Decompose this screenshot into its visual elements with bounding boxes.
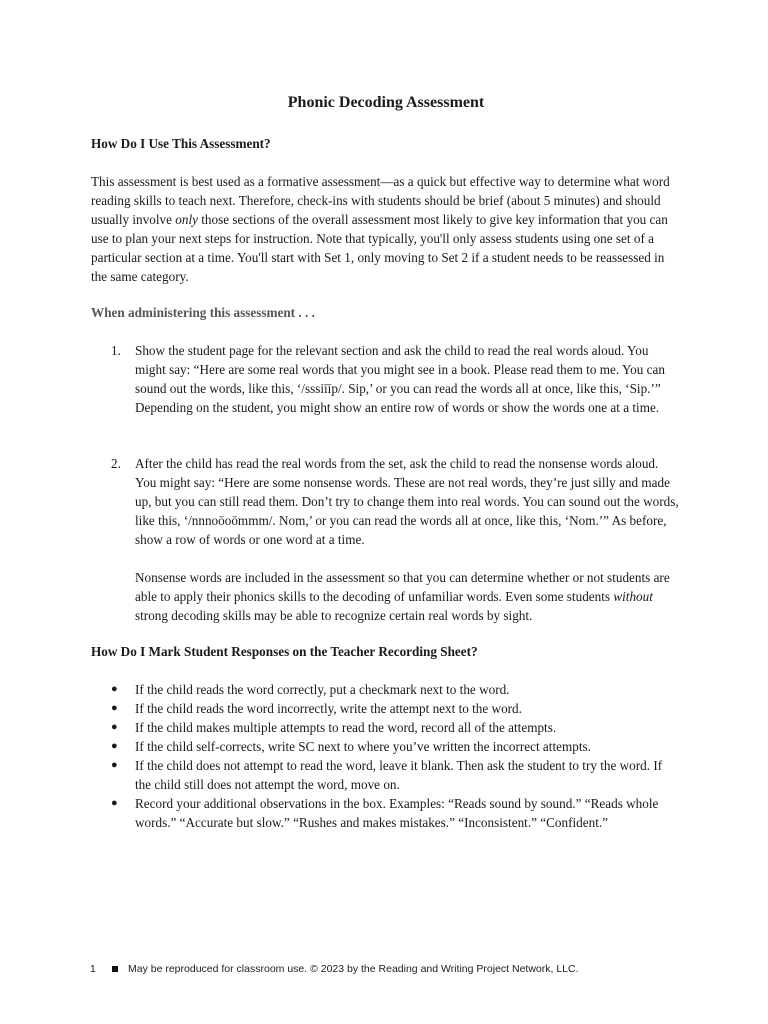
copyright-notice: May be reproduced for classroom use. © 2023 by the Reading and Writing Project Network, LLC. [128, 963, 579, 975]
step-text: Show the student page for the relevant section and ask the child to read the real words aloud. You might say: “Here are some real words that you might see in a book. Please read them to me. You can sound out the words, like this, ‘/sssiīīp/. Sip,’ or you can read the words all at once, like this, ‘Sip.’” Depending on the student, you might show an entire row of words or show the words one at a time. [135, 343, 665, 415]
step-number: 1. [111, 343, 121, 358]
administration-steps-continued [91, 454, 681, 549]
step-item [91, 454, 681, 549]
emphasis-without: without [613, 589, 653, 604]
emphasis-only: only [175, 212, 198, 227]
step-number: 2. [111, 456, 121, 471]
bullet-icon: ● [111, 759, 118, 771]
bullet-item: ● If the child self-corrects, write SC next to where you’ve written the incorrect attempts. [111, 739, 591, 754]
bullet-item: ● If the child reads the word correctly, put a checkmark next to the word. [111, 682, 510, 697]
bullet-item: ● If the child does not attempt to read the word, leave it blank. Then ask the student to try the word. If the child still does not attempt the word, move on. [111, 758, 663, 792]
page-number: 1 [90, 963, 96, 975]
section-heading-marking: How Do I Mark Student Responses on the Teacher Recording Sheet? [91, 644, 478, 659]
intro-paragraph: This assessment is best used as a formative assessment—as a quick but effective way to determine what word reading skills to teach next. Therefore, check-ins with students should be brief (about 5 minutes) and should usually involve only those sections of the overall assessment most likely to give key information that you can use to plan your next steps for instruction. Note that typically, you'll only assess students using one set of a particular section at a time. You'll start with Set 1, only moving to Set 2 if a student needs to be reassessed in the same category. [91, 174, 670, 284]
square-bullet-icon [112, 966, 118, 972]
bullet-item: ● Record your additional observations in the box. Examples: “Reads sound by sound.” “Reads whole words.” “Accurate but slow.” “Rushes and makes mistakes.” “Inconsistent.” “Confident.” [111, 796, 659, 830]
section-heading-use: How Do I Use This Assessment? [91, 136, 271, 151]
marking-bullets [91, 680, 681, 832]
nonsense-words-note: Nonsense words are included in the assessment so that you can determine whether or not students are able to apply their phonics skills to the decoding of unfamiliar words. Even some students without strong decoding skills may be able to recognize certain real words by sight. [135, 570, 670, 623]
bullet-icon: ● [111, 702, 118, 714]
bullet-icon: ● [111, 797, 118, 809]
bullet-icon: ● [111, 740, 118, 752]
section-heading-administering: When administering this assessment . . . [91, 305, 315, 320]
administration-steps [91, 341, 681, 417]
bullet-item: ● If the child reads the word incorrectly, write the attempt next to the word. [111, 701, 522, 716]
page-footer [90, 963, 579, 975]
step-text: After the child has read the real words from the set, ask the child to read the nonsense words aloud. You might say: “Here are some nonsense words. These are not real words, they’re just silly and made up, but you can still read them. Don’t try to change them into real words. You can sound out the words, like this, ‘/nnnoōoōmmm/. Nom,’ or you can read the words all at once, like this, ‘Nom.’” As before, show a row of words or one word at a time. [135, 456, 679, 547]
bullet-icon: ● [111, 721, 118, 733]
bullet-item: ● If the child makes multiple attempts to read the word, record all of the attempts. [111, 720, 557, 735]
bullet-icon: ● [111, 683, 118, 695]
page-title: Phonic Decoding Assessment [287, 94, 485, 111]
step-item [91, 341, 681, 417]
